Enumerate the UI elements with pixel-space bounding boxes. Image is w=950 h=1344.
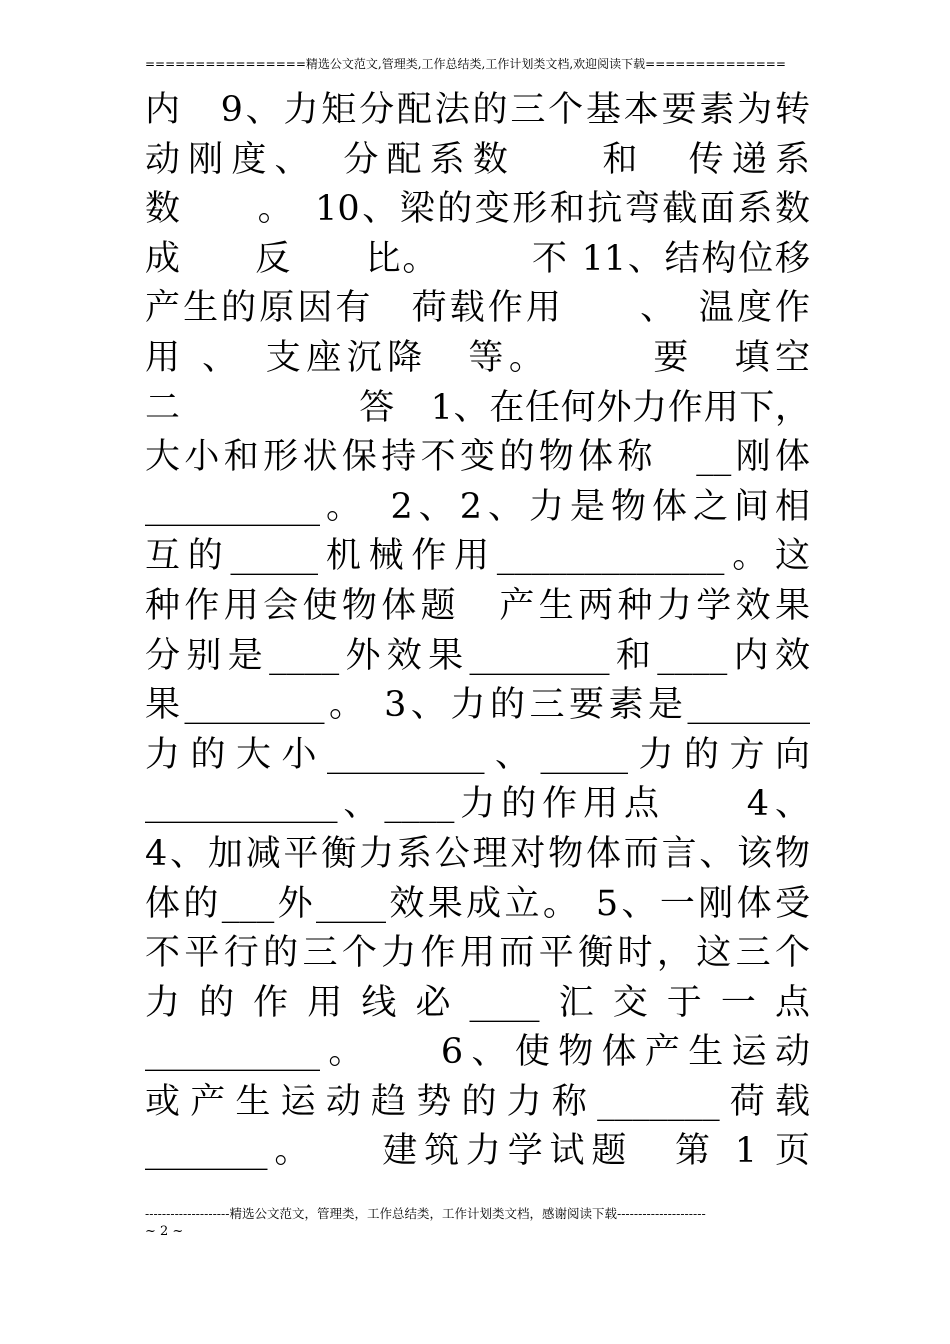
text-line: 不平行的三个力作用而平衡时，这三个	[145, 933, 810, 974]
text-line: 分别是____外效果________和____内效	[145, 635, 810, 676]
text-line: 种作用会使物体题 产生两种力学效果	[145, 585, 810, 626]
page-number: ~ 2 ~	[145, 1224, 184, 1239]
text-line: 果________。 3、力的三要素是_______	[145, 685, 810, 726]
text-line: 力的作用线必____汇交于一点	[145, 982, 810, 1023]
text-line: 内 9、力矩分配法的三个基本要素为转	[145, 90, 810, 130]
text-line: 力的大小_________、_____力的方向	[145, 734, 810, 775]
text-line: _______。 建筑力学试题 第 1 页	[145, 1131, 810, 1172]
text-line: 体的___外____效果成立。 5、一刚体受	[145, 883, 810, 924]
text-line: 或产生运动趋势的力称_______荷载	[145, 1081, 810, 1122]
text-line: ___________、____力的作用点 4、	[145, 784, 810, 825]
text-line: 产生的原因有 荷载作用 、 温度作	[145, 288, 810, 329]
text-line: 二 答 1、在任何外力作用下，	[145, 387, 810, 428]
text-line: 数 。 10、梁的变形和抗弯截面系数	[145, 189, 810, 230]
text-line: 用 、 支座沉降 等。 要 填空	[145, 337, 810, 378]
page-header: ================精选公文范文,管理类,工作总结类,工作计划类文档,欢迎阅读下载==============	[145, 57, 786, 71]
text-line: 大小和形状保持不变的物体称 __刚体	[145, 437, 810, 478]
text-line: __________。 6、使物体产生运动	[145, 1032, 810, 1073]
document-body	[145, 86, 810, 1177]
text-line: 成 反 比。 不 11、结构位移	[145, 238, 810, 279]
text-line: 动刚度、 分配系数 和 传递系	[145, 139, 810, 180]
text-line: 互的_____机械作用_____________。这	[145, 536, 810, 577]
page-footer: --------------------精选公文范文，管理类，工作总结类，工作计划类文档，感谢阅读下载---------------------	[145, 1206, 706, 1221]
text-line: 4、加减平衡力系公理对物体而言、该物	[145, 833, 810, 874]
text-line: __________。 2、2、力是物体之间相	[145, 486, 810, 527]
